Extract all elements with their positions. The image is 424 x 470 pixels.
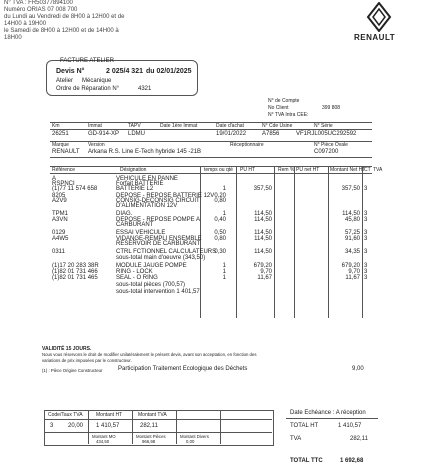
- vehicle-header-km: Km: [52, 123, 60, 129]
- company-line: 18H00: [4, 35, 22, 41]
- devis-number: 2 025/4 321: [106, 68, 143, 75]
- origin-note: (1) : Pièce Origine Constructeur: [42, 368, 103, 373]
- vat-header-divers: Montant Divers: [180, 434, 209, 439]
- line-unit-price: 114,50: [254, 230, 272, 236]
- line-ct: 3: [364, 211, 368, 217]
- vehicle-header-serie: N° Série: [314, 123, 333, 129]
- line-designation: Forfait BATTERIE: [116, 181, 164, 187]
- total-ttc-value: 1 692,68: [340, 458, 364, 464]
- line-unit-price: 357,50: [253, 186, 272, 192]
- ordre-label: Ordre de Réparation N°: [56, 86, 120, 92]
- line-designation: RESERVOIR DE CARBURANT: [116, 241, 201, 247]
- total-ht-label: TOTAL HT: [290, 423, 319, 429]
- line-designation: DEPOSE - REPOSE POMPE A: [116, 217, 201, 223]
- vat-header-mo: Montant MO: [92, 434, 116, 439]
- company-line: le Samedi de 8H00 à 12H00 et de 14H00 à: [4, 28, 119, 34]
- vat-code: 3: [50, 423, 54, 429]
- renault-diamond-icon: [360, 2, 398, 32]
- line-quantity: 1: [222, 269, 226, 275]
- vehicle-header-version: Version: [88, 142, 105, 148]
- line-reference: A2V9: [52, 198, 67, 204]
- vehicle-cde-usine: A7856: [262, 131, 280, 137]
- line-reference: 0129: [52, 230, 66, 236]
- company-line: du Lundi au Vendredi de 8H00 à 12H00 et de: [4, 14, 125, 20]
- compte-label: N° de Compte: [268, 98, 300, 104]
- vehicle-km: 26251: [52, 131, 69, 137]
- col-header-qty: temps ou qté: [204, 167, 233, 173]
- vehicle-version: Arkana R.S. Line E-Tech hybride 145 -21B: [88, 149, 202, 155]
- line-reference: (1)17 20 283 38R: [52, 263, 99, 269]
- line-amount: 114,50: [342, 211, 360, 217]
- line-ct: 3: [364, 275, 368, 281]
- vehicle-header-tapv: TAPV: [128, 123, 141, 129]
- line-ct: 3: [364, 249, 368, 255]
- ordre-value: 4321: [138, 86, 152, 92]
- line-quantity: 0,20: [214, 193, 226, 199]
- atelier-value: Mécanique: [82, 78, 112, 84]
- company-info: [4, 0, 124, 42]
- line-designation: RING - LOCK: [116, 269, 153, 275]
- validity-note: VALIDITÉ 15 JOURS.: [42, 346, 92, 352]
- line-designation: SEAL - O RING: [116, 275, 158, 281]
- line-reference: RSPNCI: [52, 181, 75, 187]
- line-amount: 11,67: [345, 275, 360, 281]
- vat-mo-value: 434,50: [96, 439, 110, 444]
- vehicle-tapv: LDMU: [128, 131, 146, 137]
- line-quantity: 0,30: [214, 249, 226, 255]
- line-amount: 9,70: [348, 269, 360, 275]
- line-amount: 45,80: [344, 217, 360, 223]
- col-header-pu: PU HT: [240, 167, 255, 173]
- vehicle-header-immat: Immat: [88, 123, 102, 129]
- line-quantity: 1: [222, 186, 226, 192]
- invoice-type: FACTURE ATELIER: [60, 58, 114, 64]
- atelier-label: Atelier: [56, 78, 74, 84]
- line-reference: (1)82 01 731 466: [52, 269, 98, 275]
- line-unit-price: 114,50: [254, 249, 272, 255]
- vat-header-tva: Montant TVA: [138, 412, 167, 418]
- due-date: Date Echéance : A réception: [290, 410, 366, 416]
- line-designation: CARBURANT: [116, 222, 154, 228]
- legal-note-1: Nous vous réservons le droit de modifier unilatéralement le présent devis, avant son acceptation, en fonction des: [42, 352, 257, 357]
- line-unit-price: 11,67: [257, 275, 272, 281]
- legal-note-2: variations de prix imposées par le constructeur.: [42, 358, 132, 363]
- vat-header-pieces: Montant Pièces: [136, 434, 166, 439]
- line-amount: 679,20: [341, 263, 360, 269]
- line-designation: MODULE JAUGE POMPE: [116, 263, 187, 269]
- line-reference: (1)82 01 731 465: [52, 275, 98, 281]
- vehicle-date-achat: 19/01/2022: [216, 131, 247, 137]
- line-ct: 3: [364, 217, 368, 223]
- vehicle-serie: VF1RJL005UC292592: [296, 131, 357, 137]
- no-client-label: No Client: [268, 105, 289, 111]
- company-line: Numéro ORIAS 07 008 700: [4, 7, 78, 13]
- line-unit-price: 114,50: [254, 236, 272, 242]
- line-designation: sous-total intervention 1 401,57: [116, 289, 200, 295]
- vat-pieces-value: 966,98: [142, 439, 156, 444]
- line-unit-price: 114,50: [254, 217, 272, 223]
- vat-header-code: Code/Taux TVA: [48, 412, 83, 418]
- line-ct: 3: [364, 186, 368, 192]
- line-designation: BATTERIE L2: [116, 186, 154, 192]
- line-reference: TPM1: [52, 211, 69, 217]
- line-unit-price: 9,70: [260, 269, 272, 275]
- vat-amount: 282,11: [140, 423, 158, 429]
- line-amount: 357,50: [341, 186, 360, 192]
- line-quantity: 0,40: [214, 217, 226, 223]
- no-client-value: 399 808: [322, 105, 341, 111]
- total-ttc-label: TOTAL TTC: [290, 458, 323, 464]
- vehicle-header-date-achat: Date d'achat: [216, 123, 244, 129]
- line-designation: sous-total pièces (700,57): [116, 282, 186, 288]
- line-quantity: 1: [222, 211, 226, 217]
- line-ct: 3: [364, 236, 368, 242]
- devis-label: Devis N°: [56, 68, 85, 75]
- line-quantity: 1: [222, 263, 226, 269]
- col-header-reference: Référence: [52, 167, 76, 173]
- vehicle-header-receptionnaire: Réceptionnaire: [230, 142, 264, 148]
- line-ct: 3: [364, 269, 368, 275]
- line-reference: 0311: [52, 249, 65, 255]
- line-designation: ESSAI VEHICULE: [116, 230, 166, 236]
- line-quantity: 1: [222, 275, 226, 281]
- vehicle-marque: RENAULT: [52, 149, 80, 155]
- vehicle-header-date-immat: Date 1ère Immat: [160, 123, 198, 129]
- line-designation: D'ALIMENTATION 12V: [116, 203, 178, 209]
- line-reference: (1)77 11 574 658: [52, 186, 98, 192]
- line-designation: VIDANGE-REMPLI ENSEMBLE: [116, 236, 202, 242]
- line-designation: DEPOSE - REPOSE BATTERIE 12V: [116, 193, 215, 199]
- devis-date: du 02/01/2025: [146, 68, 192, 75]
- line-unit-price: 114,50: [254, 211, 272, 217]
- line-ct: 3: [364, 230, 368, 236]
- line-designation: CONSIG-DECONSIG CIRCUIT: [116, 198, 200, 204]
- tva-label: TVA: [290, 436, 302, 442]
- vehicle-piece-ovale: C097200: [314, 149, 339, 155]
- company-line: N° TVA : FR50377894100: [4, 0, 73, 6]
- line-designation: sous-total main d'oeuvre (343,50): [116, 255, 206, 261]
- vat-divers-value: 0,00: [186, 439, 195, 444]
- line-designation: DIAG.: [116, 211, 133, 217]
- col-header-rem: Rem %: [278, 167, 295, 173]
- line-ct: 3: [364, 263, 368, 269]
- line-unit-price: 679,20: [253, 263, 272, 269]
- eco-value: 9,00: [352, 366, 364, 372]
- line-designation: CTRL FCTIONNEL CALCULATEURS: [116, 249, 217, 255]
- line-reference: 8205: [52, 193, 66, 199]
- line-quantity: 0,80: [214, 236, 226, 242]
- brand-name: RENAULT: [354, 33, 396, 42]
- total-ht-value: 1 410,57: [338, 423, 362, 429]
- company-line: 14H00 à 19H00: [4, 21, 47, 27]
- vat-base: 1 410,57: [96, 423, 120, 429]
- line-quantity: 0,50: [214, 230, 226, 236]
- vehicle-immat: GD-914-XP: [88, 131, 120, 137]
- vehicle-header-marque: Marque: [52, 142, 69, 148]
- col-header-ct: CT: [364, 167, 371, 173]
- line-amount: 57,25: [344, 230, 360, 236]
- vat-rate: 20,00: [68, 423, 84, 429]
- line-quantity: 0,80: [214, 198, 226, 204]
- line-amount: 91,60: [344, 236, 360, 242]
- renault-logo: [360, 2, 398, 32]
- col-header-pu-net: PU net HT: [296, 167, 320, 173]
- line-reference: A3VN: [52, 217, 68, 223]
- vehicle-header-cde-usine: N° Cde Usine: [262, 123, 293, 129]
- tva-intra-label: N° TVA Intra CEE:: [268, 112, 309, 118]
- vehicle-header-piece-ovale: N° Pièce Ovale: [314, 142, 348, 148]
- col-header-tva: TVA: [373, 167, 383, 173]
- col-header-designation: Désignation: [120, 167, 147, 173]
- eco-label: Participation Traitement Ecologique des Déchets: [118, 366, 248, 372]
- line-reference: A4W5: [52, 236, 69, 242]
- line-designation: VEHICULE EN PANNE: [116, 176, 178, 182]
- col-header-montant: Montant Net HT: [330, 167, 366, 173]
- line-amount: 34,35: [344, 249, 360, 255]
- vat-header-ht: Montant HT: [96, 412, 123, 418]
- tva-value: 282,11: [350, 436, 368, 442]
- line-reference: A: [52, 176, 57, 182]
